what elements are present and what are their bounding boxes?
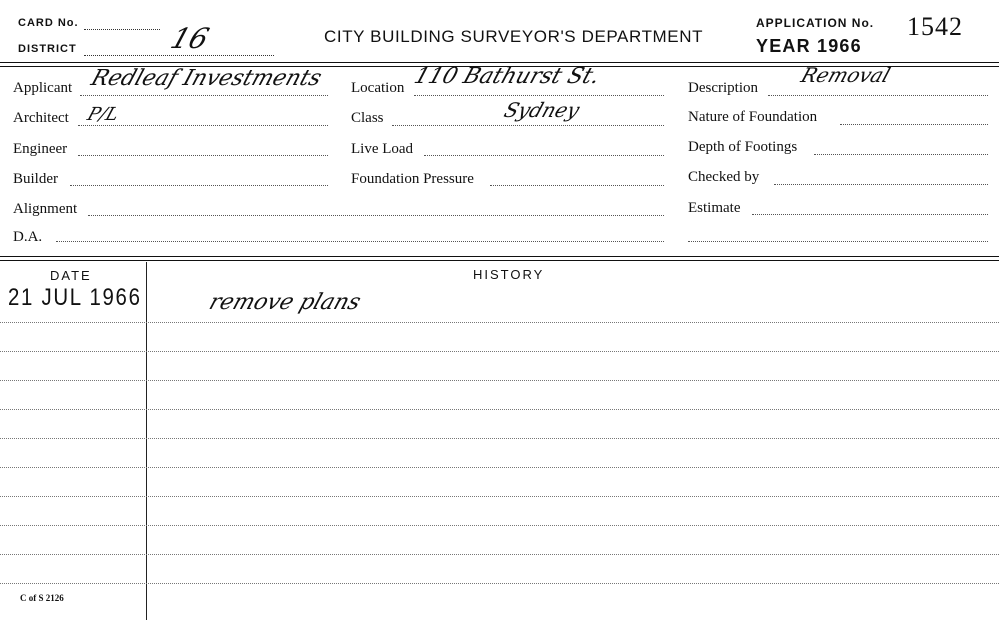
card-no-label: CARD No. bbox=[18, 17, 79, 29]
foundation-pressure-line bbox=[490, 185, 664, 186]
year-label: YEAR 1966 bbox=[756, 36, 862, 56]
location-value-2: Sydney bbox=[501, 98, 583, 122]
location-line bbox=[414, 95, 664, 96]
location-value: 110 Bathurst St. bbox=[410, 64, 604, 89]
history-column-header: HISTORY bbox=[473, 267, 545, 282]
alignment-line bbox=[88, 215, 664, 216]
history-line bbox=[0, 380, 999, 381]
district-value: 16 bbox=[166, 22, 214, 55]
blank-line bbox=[688, 241, 988, 242]
date-column-divider bbox=[146, 262, 147, 620]
depth-of-footings-label: Depth of Footings bbox=[688, 139, 798, 155]
history-line bbox=[0, 438, 999, 439]
architect-line bbox=[78, 125, 328, 126]
da-line bbox=[56, 241, 664, 242]
estimate-line bbox=[752, 214, 988, 215]
history-line bbox=[0, 554, 999, 555]
district-label: DISTRICT bbox=[18, 43, 77, 55]
architect-value: P/L bbox=[84, 104, 122, 125]
checked-by-line bbox=[774, 184, 988, 185]
builder-line bbox=[70, 185, 328, 186]
depth-of-footings-line bbox=[814, 154, 988, 155]
location-label: Location bbox=[351, 80, 405, 96]
history-line bbox=[0, 525, 999, 526]
history-line bbox=[0, 409, 999, 410]
live-load-label: Live Load bbox=[351, 141, 414, 157]
class-label: Class bbox=[351, 110, 384, 126]
da-label: D.A. bbox=[13, 229, 43, 245]
architect-label: Architect bbox=[13, 110, 69, 126]
foundation-pressure-label: Foundation Pressure bbox=[351, 171, 474, 187]
description-value: Removal bbox=[798, 63, 894, 87]
form-code: C of S 2126 bbox=[20, 593, 64, 603]
applicant-label: Applicant bbox=[13, 80, 73, 96]
district-line bbox=[84, 55, 274, 56]
history-line bbox=[0, 351, 999, 352]
history-line bbox=[0, 496, 999, 497]
description-line bbox=[768, 95, 988, 96]
history-line bbox=[0, 583, 999, 584]
application-no-value: 1542 bbox=[907, 12, 963, 41]
applicant-line bbox=[80, 95, 328, 96]
nature-of-foundation-label: Nature of Foundation bbox=[688, 109, 818, 125]
description-label: Description bbox=[688, 80, 758, 96]
history-entry-date: 21 JUL 1966 bbox=[8, 284, 142, 311]
class-line bbox=[392, 125, 664, 126]
checked-by-label: Checked by bbox=[688, 169, 760, 185]
builder-label: Builder bbox=[13, 171, 58, 187]
live-load-line bbox=[424, 155, 664, 156]
applicant-value: Redleaf Investments bbox=[87, 66, 325, 91]
nature-of-foundation-line bbox=[840, 124, 988, 125]
history-line bbox=[0, 322, 999, 323]
history-line bbox=[0, 467, 999, 468]
alignment-label: Alignment bbox=[13, 201, 78, 217]
history-rule bbox=[0, 256, 999, 261]
engineer-line bbox=[78, 155, 328, 156]
application-no-label: APPLICATION No. bbox=[756, 16, 875, 30]
card-no-line bbox=[84, 29, 160, 30]
engineer-label: Engineer bbox=[13, 141, 68, 157]
date-column-header: DATE bbox=[50, 268, 92, 283]
department-title: CITY BUILDING SURVEYOR'S DEPARTMENT bbox=[324, 27, 704, 46]
estimate-label: Estimate bbox=[688, 200, 741, 216]
history-entry-text: remove plans bbox=[205, 290, 364, 315]
